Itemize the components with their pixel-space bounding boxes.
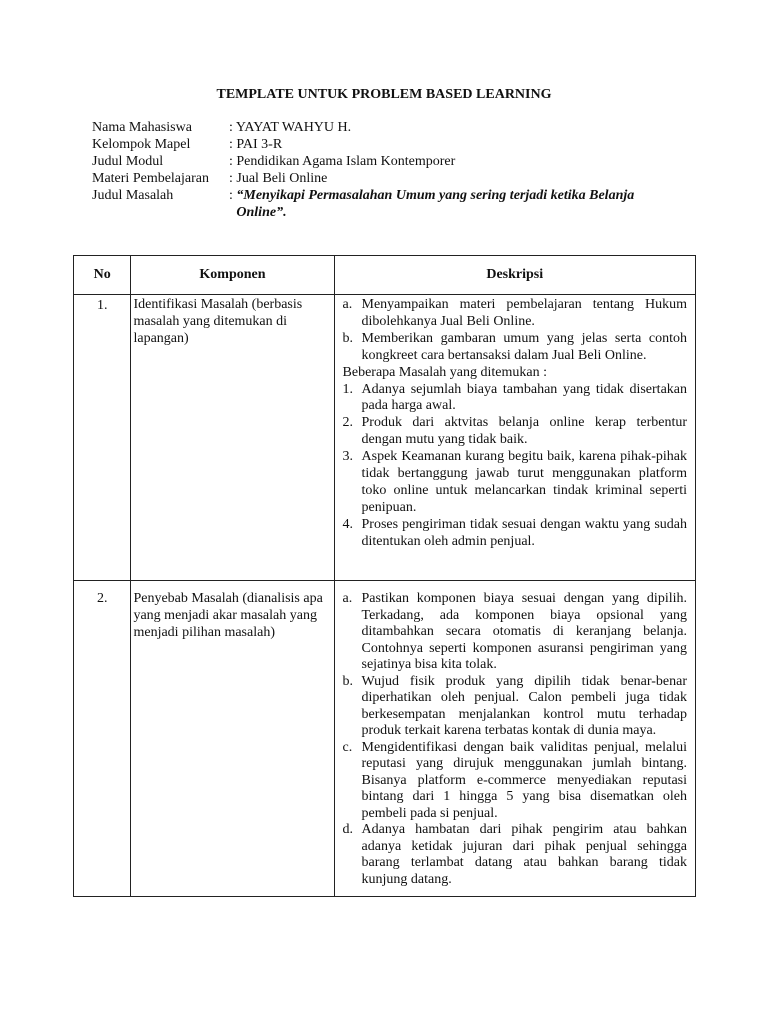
info-row-kelompok — [92, 136, 636, 153]
item-marker: b. — [342, 673, 354, 689]
item-marker: b. — [342, 330, 354, 346]
info-label: Kelompok Mapel — [92, 137, 191, 152]
item-marker: a. — [342, 591, 353, 606]
info-value: : Jual Beli Online — [229, 171, 328, 186]
info-label: Judul Modul — [92, 154, 164, 169]
info-row-materi — [92, 170, 636, 187]
list-item — [343, 331, 687, 365]
cell-komponen: Penyebab Masalah (dianalisis apa yang menjadi akar masalah yang menjadi pilihan masalah) — [131, 581, 334, 897]
info-value: : YAYAT WAHYU H. — [229, 120, 352, 135]
info-row-modul — [92, 153, 636, 170]
list-item — [343, 297, 687, 331]
info-label: Materi Pembelajaran — [92, 171, 210, 186]
judul-masalah-value: “Menyikapi Permasalahan Umum yang sering terjadi ketika Belanja Online”. — [236, 188, 635, 220]
item-text: Adanya hambatan dari pihak pengirim atau bahkan adanya ketidak jujuran dari pihak penjual sehingga barang terlambat datang atau bahkan barang tidak kunjung datang. — [361, 822, 687, 887]
item-text: Pastikan komponen biaya sesuai dengan yang dipilih. Terkadang, ada komponen biaya opsional yang ditambahkan secara otomatis di keranjang belanja. Contohnya seperti komponen asuransi pengiriman yang sejatinya bisa kita tolak. — [361, 591, 687, 672]
list-item — [343, 382, 687, 416]
header-komponen: Komponen — [131, 256, 334, 295]
list-item — [343, 517, 687, 551]
item-text: Menyampaikan materi pembelajaran tentang Hukum dibolehkanya Jual Beli Online. — [361, 297, 687, 329]
item-text: Proses pengiriman tidak sesuai dengan waktu yang sudah ditentukan oleh admin penjual. — [361, 516, 687, 549]
cell-no: 1. — [74, 295, 131, 581]
info-label: Judul Masalah — [92, 188, 174, 203]
item-marker: c. — [342, 739, 353, 755]
list-item — [343, 674, 687, 740]
item-text: Aspek Keamanan kurang begitu baik, karena pihak-pihak tidak bertanggung jawab turut menggunakan platform toko online untuk melancarkan tindak kriminal seperti penipuan. — [361, 449, 687, 515]
item-marker: 4. — [342, 516, 354, 532]
student-info — [92, 119, 636, 221]
info-value: : Pendidikan Agama Islam Kontemporer — [229, 154, 456, 169]
header-no: No — [74, 256, 131, 295]
item-text: Produk dari aktvitas belanja online kerap terbentur dengan mutu yang tidak baik. — [361, 415, 687, 448]
item-marker: 1. — [342, 381, 354, 397]
item-text: Wujud fisik produk yang dipilih tidak benar-benar diperhatikan oleh penjual. Calon pembeli juga tidak berkesempatan menjalankan kontrol mutu terhadap produk terkait karena terbatas kontak di dunia maya. — [361, 673, 687, 738]
cell-deskripsi — [334, 295, 695, 581]
cell-komponen: Identifikasi Masalah (berbasis masalah yang ditemukan di lapangan) — [131, 295, 334, 581]
table-header-row — [74, 256, 696, 295]
item-text: Adanya sejumlah biaya tambahan yang tidak disertakan pada harga awal. — [361, 381, 687, 414]
header-deskripsi: Deskripsi — [334, 256, 695, 295]
item-marker: 3. — [342, 449, 354, 465]
info-label: Nama Mahasiswa — [92, 120, 192, 135]
info-value: : PAI 3-R — [229, 137, 283, 152]
item-marker: 2. — [342, 415, 354, 431]
item-marker: d. — [342, 822, 354, 837]
table-row — [74, 295, 696, 581]
list-item — [343, 740, 687, 823]
info-row-judul-masalah — [92, 187, 636, 221]
info-prefix: : — [229, 188, 237, 203]
table-row — [74, 581, 696, 897]
list-item — [343, 449, 687, 517]
list-item — [343, 591, 687, 674]
item-text: Memberikan gambaran umum yang jelas serta contoh kongkreet cara bertansaksi dalam Jual Beli Online. — [361, 330, 687, 363]
subheading: Beberapa Masalah yang ditemukan : — [342, 364, 547, 380]
pbl-table — [73, 255, 696, 897]
cell-deskripsi — [334, 581, 695, 897]
item-marker: a. — [342, 297, 353, 312]
list-item — [343, 415, 687, 449]
document-title: TEMPLATE UNTUK PROBLEM BASED LEARNING — [216, 87, 552, 102]
cell-no: 2. — [74, 581, 131, 897]
list-item — [343, 822, 687, 888]
info-row-nama — [92, 119, 636, 136]
item-text: Mengidentifikasi dengan baik validitas penjual, melalui reputasi yang dirujuk menggunakan jumlah bintang. Bisanya platform e-commerce menyediakan reputasi bintang dari 1 hingga 5 yang bisa disematkan oleh pembeli pada si penjual. — [361, 739, 687, 821]
